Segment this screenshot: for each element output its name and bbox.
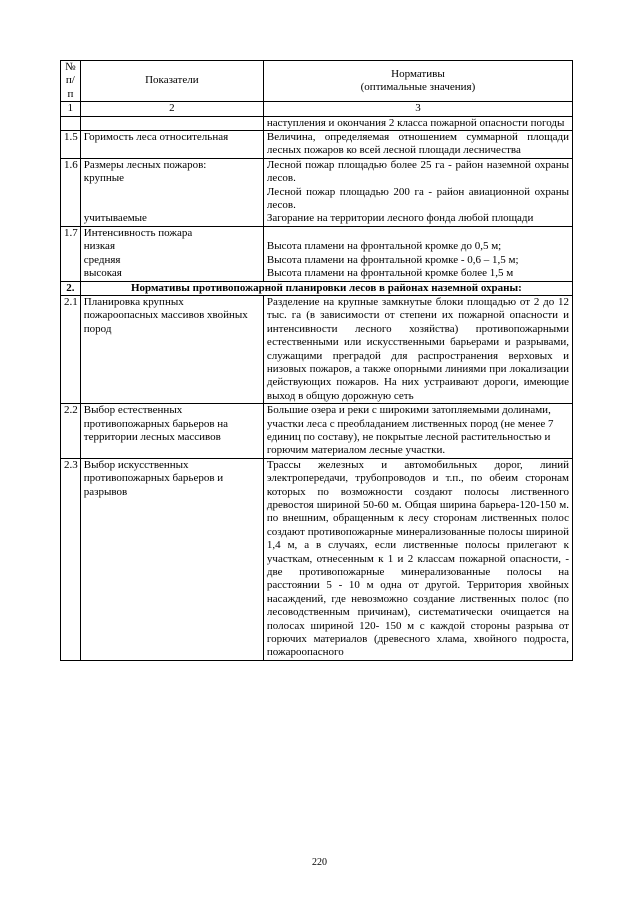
table-row [61,131,573,159]
row-num: 1.6 [61,158,81,226]
header-indicator: Показатели [80,61,263,102]
row-indicator: Планировка крупных пожароопасных массивов хвойных пород [80,295,263,403]
row-num: 2.3 [61,458,81,660]
row-norm: Величина, определяемая отношением суммарной площади лесных пожаров ко всей лесной площади лесничества [263,131,572,159]
row-num: 2.1 [61,295,81,403]
colnum-1: 1 [61,102,81,116]
section-num: 2. [61,281,81,295]
table-row [61,458,573,660]
table-row [61,295,573,403]
row-norm: Лесной пожар площадью более 25 га - район наземной охраны лесов. Лесной пожар площадью 200 га - район авиационной охраны лесов. Загорание на территории лесного фонда любой площади [263,158,572,226]
page-number: 220 [312,857,327,868]
section-title: Нормативы противопожарной планировки лесов в районах наземной охраны: [80,281,572,295]
row-num: 1.5 [61,131,81,159]
section-row [61,281,573,295]
row-indicator: Выбор искусственных противопожарных барьеров и разрывов [80,458,263,660]
row-indicator: Горимость леса относительная [80,131,263,159]
colnum-3: 3 [263,102,572,116]
row-norm: Большие озера и реки с широкими затопляемыми долинами, участки леса с преобладанием лиственных пород (не менее 7 единиц по составу), не покрытые лесной растительностью и горючим материалом лесные участки. [263,404,572,459]
table-row [61,226,573,281]
row-num [61,116,81,130]
row-num: 2.2 [61,404,81,459]
row-norm: Разделение на крупные замкнутые блоки площадью от 2 до 12 тыс. га (в зависимости от степени их пожарной опасности и интенсивности лесного хозяйства) противопожарными естественными или искусственными барьерами и разрывами, служащими преградой для распространения верховых и низовых пожаров, а также опорными линиями при локализации действующих пожаров. На них устраивают дороги, имеющие выход в общую дорожную сеть [263,295,572,403]
row-indicator: Выбор естественных противопожарных барьеров на территории лесных массивов [80,404,263,459]
column-numbers-row [61,102,573,116]
row-indicator: Интенсивность пожара низкая средняя высокая [80,226,263,281]
table-row [61,158,573,226]
colnum-2: 2 [80,102,263,116]
document-page [60,60,573,661]
row-indicator: Размеры лесных пожаров: крупные учитываемые [80,158,263,226]
row-norm: Высота пламени на фронтальной кромке до 0,5 м; Высота пламени на фронтальной кромке - 0,6 – 1,5 м; Высота пламени на фронтальной кромке более 1,5 м [263,226,572,281]
row-num: 1.7 [61,226,81,281]
norms-table [60,60,573,661]
table-row [61,404,573,459]
header-norm: Нормативы (оптимальные значения) [263,61,572,102]
row-norm: Трассы железных и автомобильных дорог, линий электропередачи, трубопроводов и т.п., по обеим сторонам которых по возможности создают полосы лиственного древостоя шириной 50-60 м. Общая ширина барьера-120-150 м. по внешним, обращенным к лесу сторонам лиственных полос создают противопожарные минерализованные полосы шириной 1,4 м, а в случаях, если лиственные полосы прилегают к участкам, отнесенным к 1 и 2 классам пожарной опасности, - две противопожарные минерализованные полосы на расстоянии 5 - 10 м одна от другой. Территория хвойных насаждений, где невозможно создание лиственных полос (по лесоводственным причинам), систематически очищается на полосах шириной 120- 150 м с каждой стороны разрыва от горючих материалов (древесного хлама, хвойного подроста, пожароопасного [263,458,572,660]
header-num: № п/п [61,61,81,102]
table-header-row [61,61,573,102]
table-row [61,116,573,130]
row-indicator [80,116,263,130]
row-norm: наступления и окончания 2 класса пожарной опасности погоды [263,116,572,130]
